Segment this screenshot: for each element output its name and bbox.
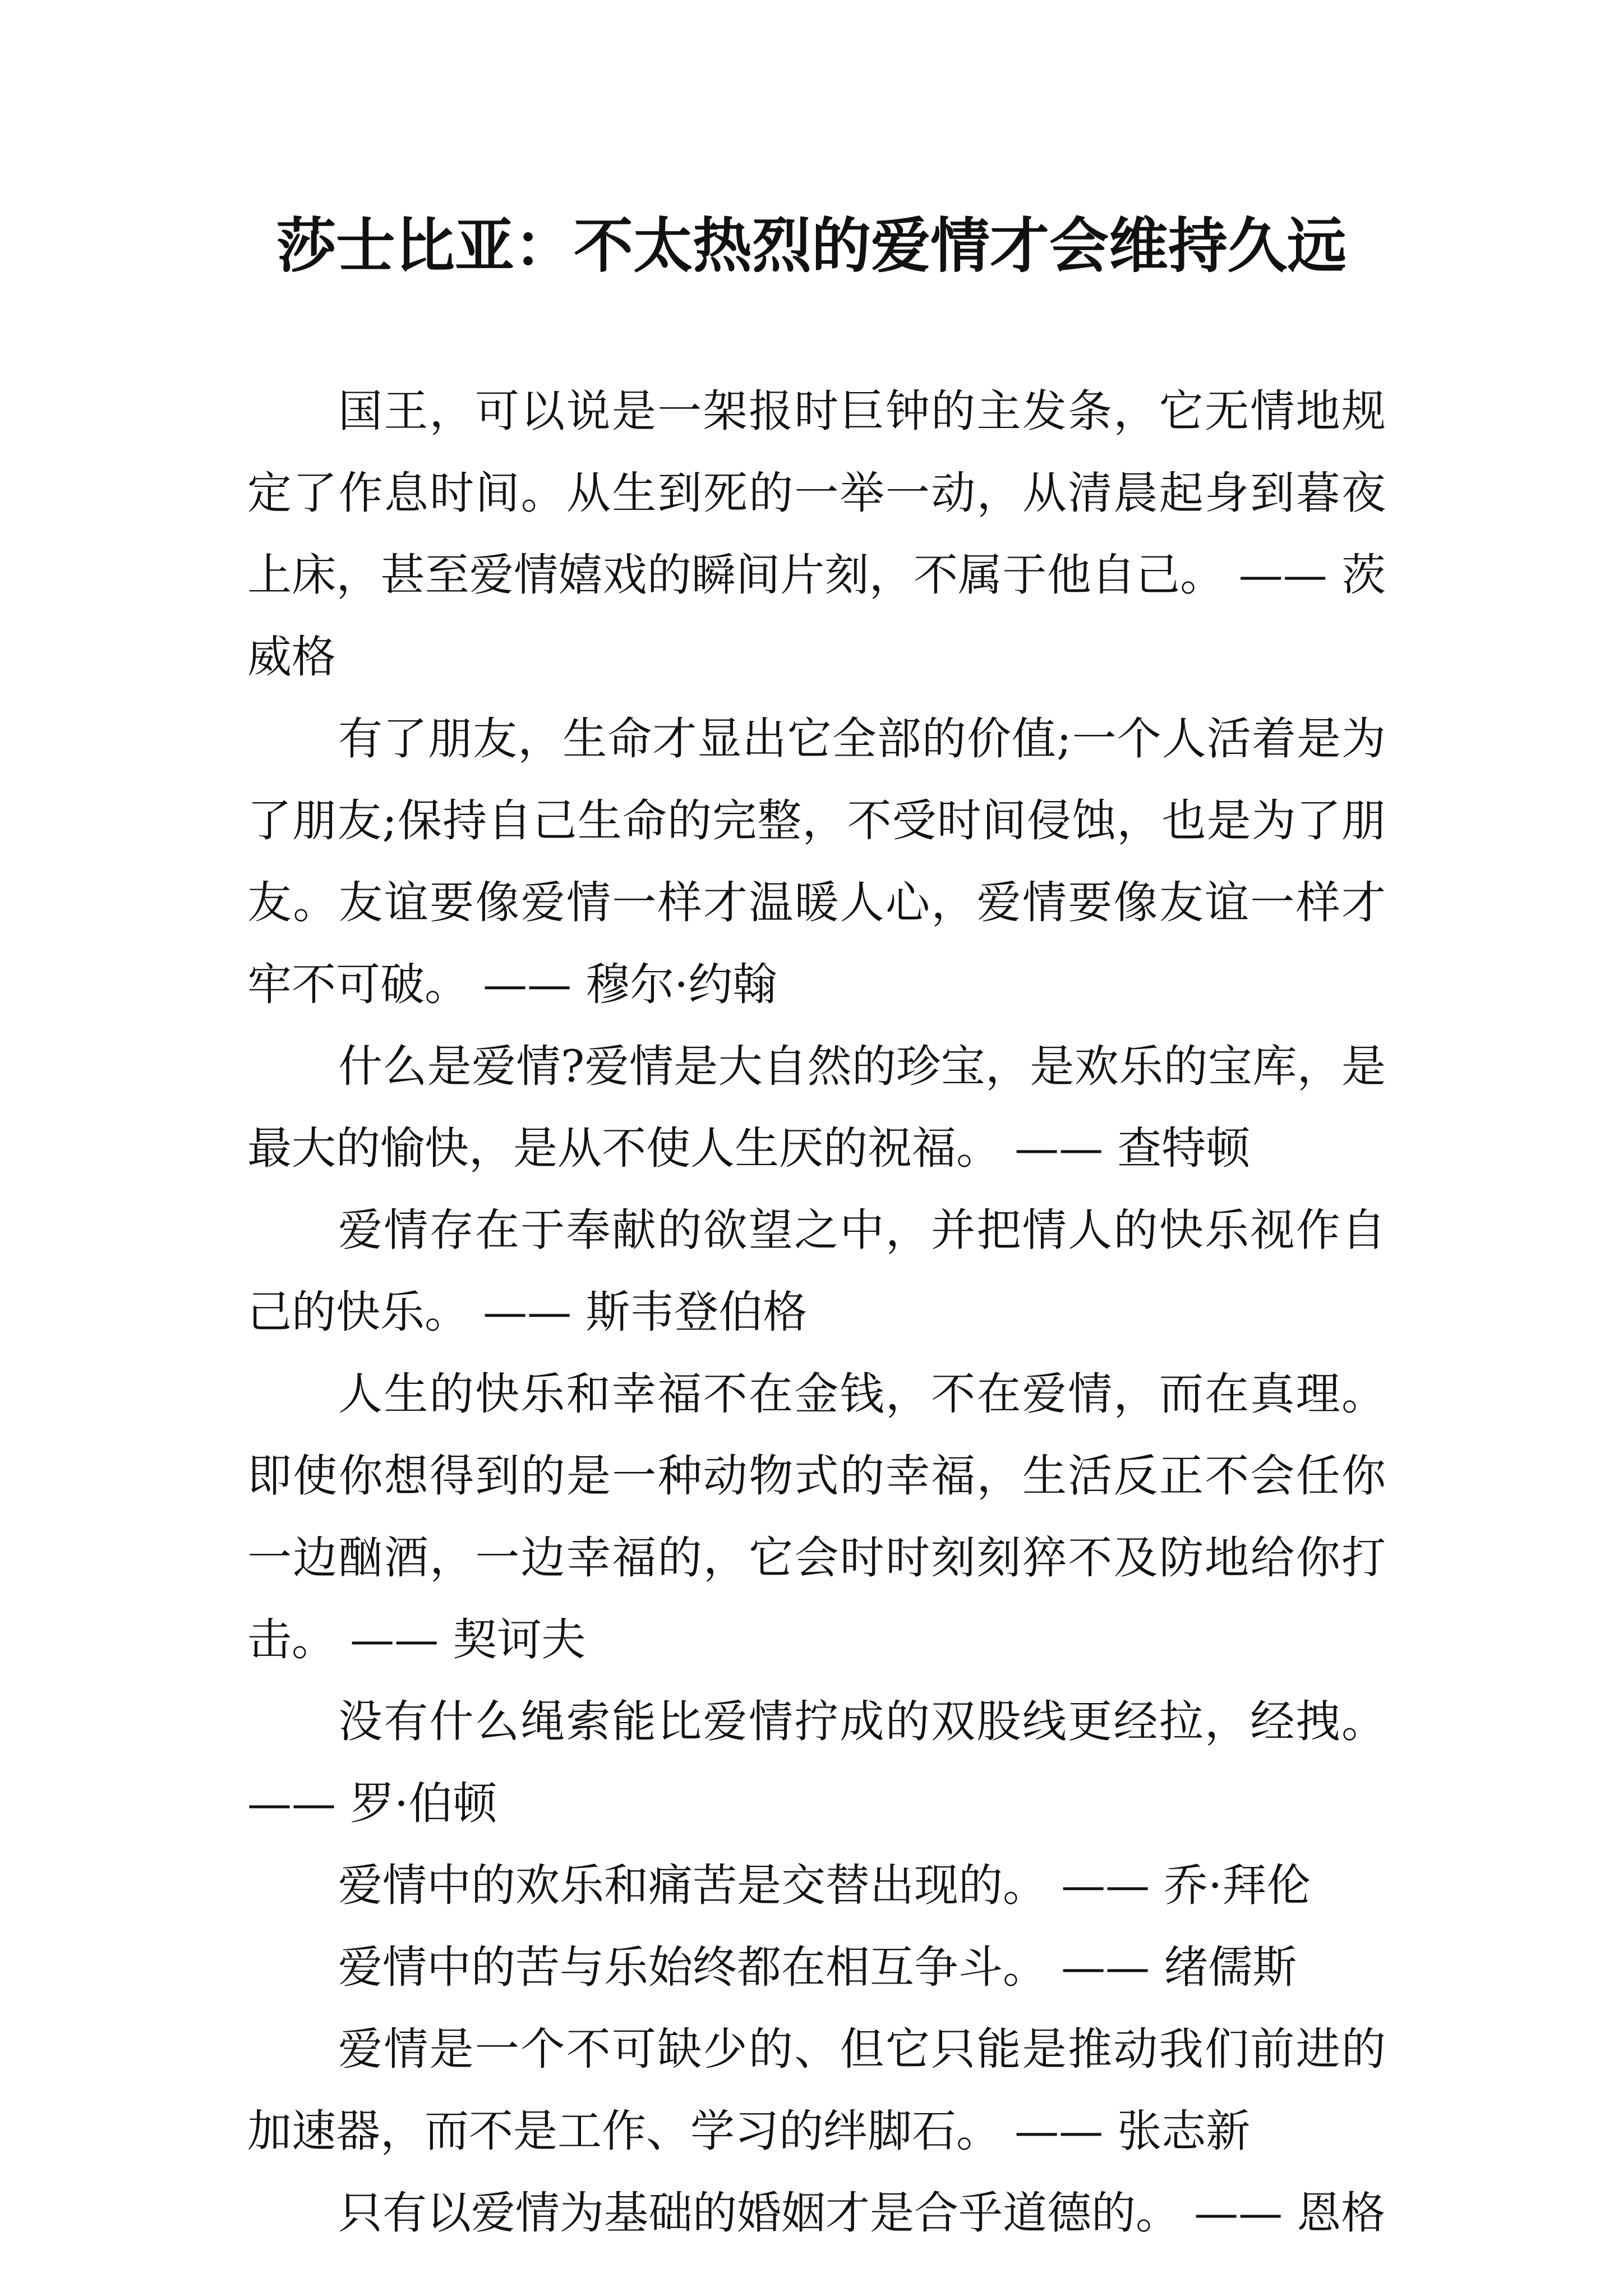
quote-paragraph: 国王，可以说是一架报时巨钟的主发条，它无情地规定了作息时间。从生到死的一举一动，从清晨起身到暮夜上床，甚至爱情嬉戏的瞬间片刻，不属于他自己。 —— 茨威格 bbox=[247, 385, 1386, 683]
quote-paragraph: 只有以爱情为基础的婚姻才是合乎道德的。 —— 恩格 bbox=[338, 2187, 1386, 2239]
quote-paragraph: 什么是爱情?爱情是大自然的珍宝，是欢乐的宝库，是最大的愉快，是从不使人生厌的祝福。 —— 查特顿 bbox=[247, 1041, 1386, 1174]
quote-paragraph: 没有什么绳索能比爱情拧成的双股线更经拉，经拽。 —— 罗·伯顿 bbox=[247, 1696, 1386, 1829]
quote-paragraph: 爱情存在于奉献的欲望之中，并把情人的快乐视作自己的快乐。 —— 斯韦登伯格 bbox=[247, 1204, 1386, 1338]
quote-paragraph: 有了朋友，生命才显出它全部的价值;一个人活着是为了朋友;保持自己生命的完整，不受时间侵蚀，也是为了朋友。友谊要像爱情一样才温暖人心，爱情要像友谊一样才牢不可破。 —— 穆尔·约翰 bbox=[247, 713, 1386, 1010]
quote-paragraph: 人生的快乐和幸福不在金钱，不在爱情，而在真理。即使你想得到的是一种动物式的幸福，生活反正不会任你一边酗酒，一边幸福的，它会时时刻刻猝不及防地给你打击。 —— 契诃夫 bbox=[247, 1368, 1386, 1665]
document-title: 莎士比亚：不太热烈的爱情才会维持久远 bbox=[276, 210, 1347, 280]
quote-paragraph: 爱情中的苦与乐始终都在相互争斗。 —— 绪儒斯 bbox=[338, 1941, 1297, 1993]
quote-paragraph: 爱情中的欢乐和痛苦是交替出现的。 —— 乔·拜伦 bbox=[338, 1860, 1311, 1911]
document-body bbox=[247, 370, 1386, 2254]
quote-paragraph: 爱情是一个不可缺少的、但它只能是推动我们前进的加速器，而不是工作、学习的绊脚石。 —— 张志新 bbox=[247, 2023, 1386, 2157]
